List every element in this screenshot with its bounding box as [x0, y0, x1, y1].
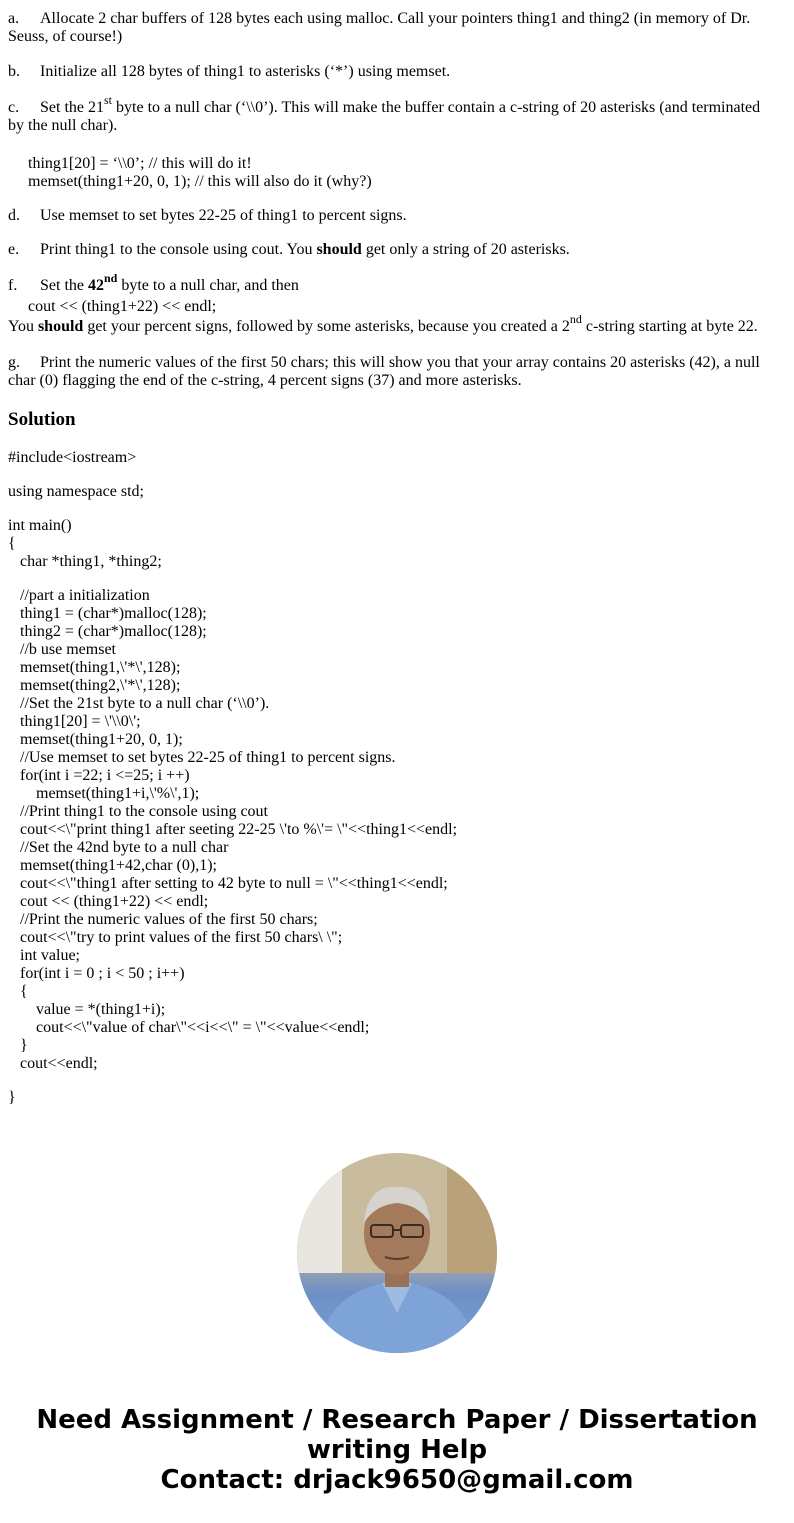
code-line: cout<<\"print thing1 after seeting 22-25 \'to %\'= \"<<thing1<<endl;: [8, 821, 458, 838]
code-line: [8, 467, 457, 483]
question-f-note: [8, 311, 758, 336]
code-line: cout<<endl;: [8, 1055, 98, 1072]
code-line: for(int i = 0 ; i < 50 ; i++): [8, 965, 185, 982]
question-f-code: cout << (thing1+22) << endl;: [28, 298, 217, 315]
code-line: //Print the numeric values of the first 50 chars;: [8, 911, 318, 928]
question-text: Set the: [40, 277, 88, 294]
code-line: cout << (thing1+22) << endl;: [8, 893, 209, 910]
code-line: //Use memset to set bytes 22-25 of thing1 to percent signs.: [8, 749, 396, 766]
code-line: memset(thing1+20, 0, 1); // this will also do it (why?): [28, 173, 372, 190]
code-line: [8, 571, 457, 587]
question-label: e.: [8, 241, 20, 258]
question-label: c.: [8, 99, 20, 116]
code-line: //b use memset: [8, 641, 116, 658]
ad-headline: Need Assignment / Research Paper / Dissertation: [36, 1405, 758, 1435]
code-line: char *thing1, *thing2;: [8, 553, 162, 570]
question-label: d.: [8, 207, 20, 224]
question-text: byte to a null char (‘\\0’). This will make the buffer contain a c-string of 20 asterisks (and terminated: [112, 99, 761, 116]
emphasis: 42: [88, 277, 104, 294]
question-text-cont: by the null char).: [8, 117, 118, 134]
code-line: thing1 = (char*)malloc(128);: [8, 605, 207, 622]
code-line: memset(thing2,\'*\',128);: [8, 677, 181, 694]
question-label: b.: [8, 63, 20, 80]
question-text: Print thing1 to the console using cout. You: [40, 241, 317, 258]
code-line: value = *(thing1+i);: [8, 1001, 166, 1018]
ordinal-suffix: nd: [104, 270, 118, 285]
ad-contact: Contact: drjack9650@gmail.com: [160, 1465, 634, 1495]
question-text-cont: char (0) flagging the end of the c-string, 4 percent signs (37) and more asterisks.: [8, 372, 522, 389]
code-line: memset(thing1+i,\'%\',1);: [8, 785, 200, 802]
question-e: [8, 241, 570, 259]
code-line: //Set the 42nd byte to a null char: [8, 839, 229, 856]
question-text: get only a string of 20 asterisks.: [361, 241, 570, 258]
code-line: for(int i =22; i <=25; i ++): [8, 767, 190, 784]
question-g: [8, 354, 760, 390]
solution-title: Solution: [8, 409, 76, 430]
question-text: Print the numeric values of the first 50 chars; this will show you that your array contains 20 asterisks (42), a null: [40, 354, 760, 371]
code-line: }: [8, 1037, 28, 1054]
question-text: Allocate 2 char buffers of 128 bytes each using malloc. Call your pointers thing1 and thing2 (in memory of Dr.: [40, 10, 751, 27]
code-line: memset(thing1+20, 0, 1);: [8, 731, 183, 748]
ad-headline-cont: writing Help: [306, 1435, 488, 1465]
code-line: thing1[20] = ‘\\0’; // this will do it!: [28, 155, 252, 172]
note-text: c-string starting at byte 22.: [581, 318, 758, 335]
code-line: {: [8, 535, 16, 552]
question-c: [8, 92, 761, 135]
code-line: //Print thing1 to the console using cout: [8, 803, 268, 820]
code-line: memset(thing1,\'*\',128);: [8, 659, 181, 676]
ordinal-suffix: nd: [569, 311, 582, 326]
question-text: Use memset to set bytes 22-25 of thing1 to percent signs.: [40, 207, 407, 224]
solution-code: [8, 449, 457, 1107]
question-label: g.: [8, 354, 20, 371]
code-line: #include<iostream>: [8, 449, 137, 466]
question-label: f.: [8, 277, 18, 294]
code-line: memset(thing1+42,char (0),1);: [8, 857, 217, 874]
note-text: get your percent signs, followed by some asterisks, because you created a 2: [83, 318, 570, 335]
code-line: int main(): [8, 517, 72, 534]
code-line: [8, 1073, 457, 1089]
emphasis: should: [37, 318, 84, 335]
question-d: [8, 207, 407, 225]
code-line: {: [8, 983, 28, 1000]
code-line: cout<<\"thing1 after setting to 42 byte to null = \"<<thing1<<endl;: [8, 875, 448, 892]
question-c-code: [28, 155, 372, 191]
code-line: cout<<\"value of char\"<<i<<\" = \"<<value<<endl;: [8, 1019, 370, 1036]
emphasis: should: [316, 241, 362, 258]
code-line: cout<<\"try to print values of the first 50 chars\ \";: [8, 929, 343, 946]
code-line: //part a initialization: [8, 587, 150, 604]
question-text: Initialize all 128 bytes of thing1 to asterisks (‘*’) using memset.: [40, 63, 451, 80]
code-line: thing2 = (char*)malloc(128);: [8, 623, 207, 640]
code-line: }: [8, 1089, 16, 1106]
code-line: int value;: [8, 947, 80, 964]
question-text-cont: Seuss, of course!): [8, 28, 123, 45]
author-portrait-icon: [297, 1153, 497, 1353]
question-f: [8, 270, 299, 295]
question-a: [8, 10, 750, 46]
question-text: byte to a null char, and then: [117, 277, 299, 294]
code-line: [8, 501, 457, 517]
question-text: Set the 21: [40, 99, 104, 116]
question-b: [8, 63, 450, 81]
code-line: //Set the 21st byte to a null char (‘\\0’).: [8, 695, 270, 712]
question-label: a.: [8, 10, 20, 27]
ordinal-suffix: st: [104, 92, 113, 107]
code-line: thing1[20] = \'\\0\';: [8, 713, 141, 730]
portrait-illustration: [297, 1153, 497, 1353]
code-line: using namespace std;: [8, 483, 144, 500]
note-text: You: [8, 318, 38, 335]
